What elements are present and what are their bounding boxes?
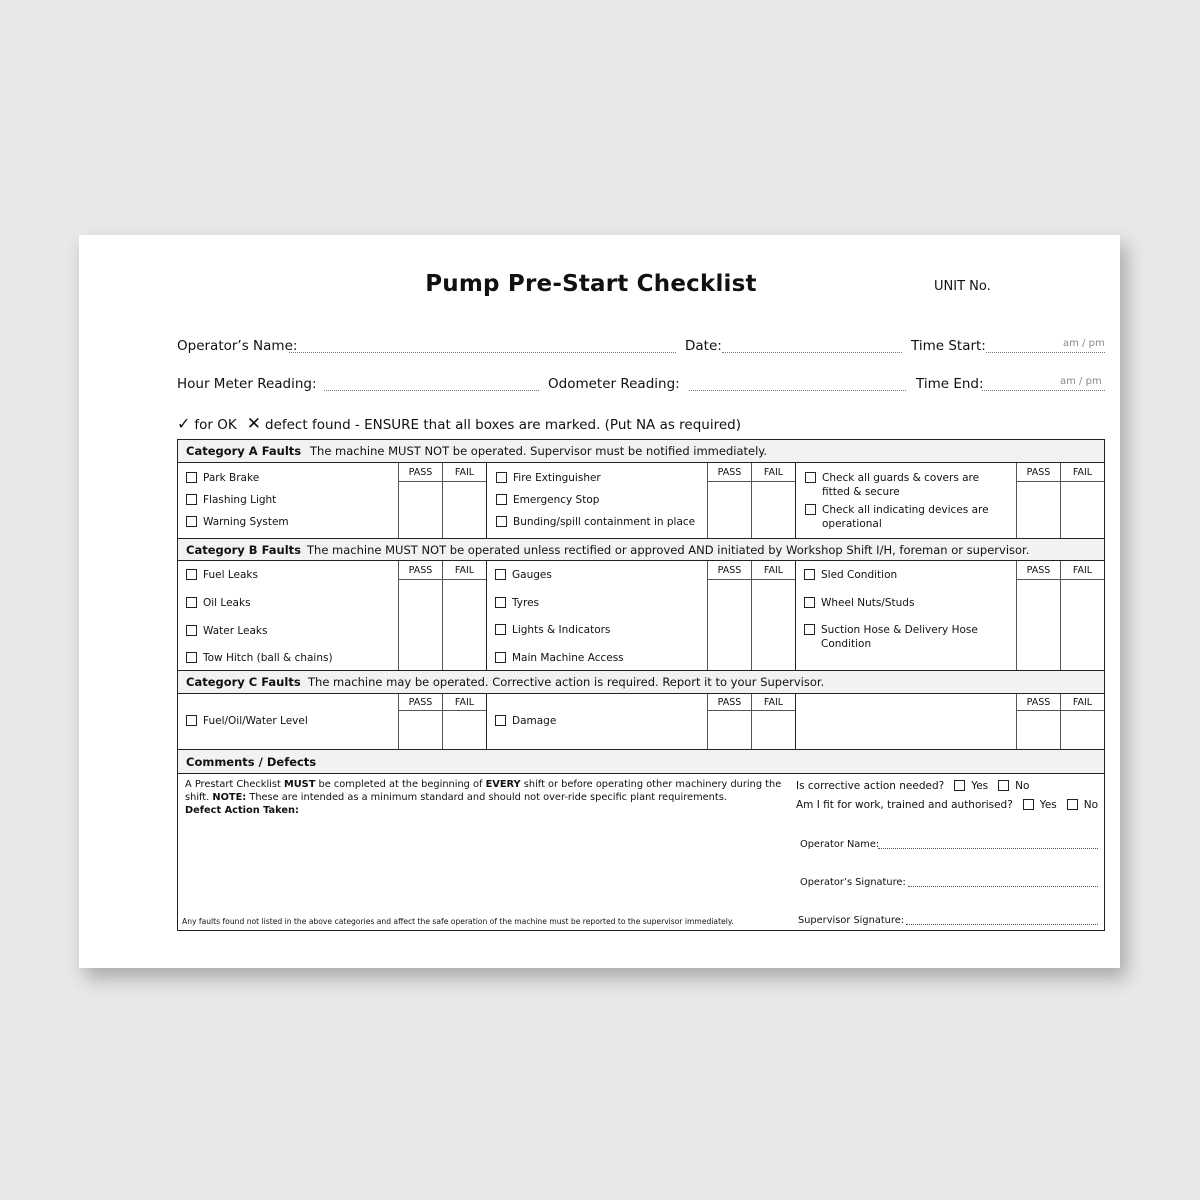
item-fuel-oil-water-level[interactable]: Fuel/Oil/Water Level	[186, 714, 308, 728]
checkbox[interactable]	[805, 504, 816, 515]
item-guards-covers[interactable]: Check all guards & covers are fitted & secure	[805, 471, 1010, 499]
pass-header: PASS	[1026, 697, 1051, 708]
fail-header: FAIL	[1072, 565, 1093, 576]
item-suction-hose[interactable]: Suction Hose & Delivery Hose Condition	[804, 623, 1004, 651]
item-lights-indicators[interactable]: Lights & Indicators	[495, 623, 610, 637]
checkbox[interactable]	[804, 624, 815, 635]
item-main-machine-access[interactable]: Main Machine Access	[495, 651, 624, 665]
item-park-brake[interactable]: Park Brake	[186, 471, 259, 485]
checkbox[interactable]	[804, 597, 815, 608]
corrective-yes-checkbox[interactable]	[954, 780, 965, 791]
category-c-header	[178, 670, 1104, 694]
checkbox[interactable]	[495, 597, 506, 608]
checkbox[interactable]	[186, 494, 197, 505]
checklist-grid	[177, 439, 1105, 931]
time-start-ampm: am / pm	[1063, 338, 1105, 349]
checkbox[interactable]	[805, 472, 816, 483]
corrective-action-question: Is corrective action needed? Yes No	[796, 780, 1030, 792]
category-a-header	[178, 440, 1104, 463]
checkbox[interactable]	[804, 569, 815, 580]
pass-header: PASS	[408, 697, 433, 708]
checklist-sheet	[79, 235, 1120, 968]
item-gauges[interactable]: Gauges	[495, 568, 552, 582]
category-a-title: Category A Faults	[186, 444, 302, 458]
time-start-label: Time Start:	[911, 338, 986, 354]
category-a-desc: The machine MUST NOT be operated. Supervisor must be notified immediately.	[310, 444, 768, 458]
item-fuel-leaks[interactable]: Fuel Leaks	[186, 568, 258, 582]
fit-yes-checkbox[interactable]	[1023, 799, 1034, 810]
comments-title: Comments / Defects	[186, 755, 317, 769]
footer-note: Any faults found not listed in the above categories and affect the safe operation of the machine must be reported to the supervisor immediately.	[182, 917, 734, 926]
category-c-desc: The machine may be operated. Corrective action is required. Report it to your Supervisor.	[308, 675, 825, 689]
checkbox[interactable]	[186, 516, 197, 527]
pass-header: PASS	[1026, 565, 1051, 576]
fit-for-work-question: Am I fit for work, trained and authorised? Yes No	[796, 799, 1099, 811]
checkbox[interactable]	[186, 715, 197, 726]
operator-name-label: Operator’s Name:	[177, 338, 298, 354]
pass-header: PASS	[717, 697, 742, 708]
hour-meter-field[interactable]	[324, 389, 539, 391]
pass-header: PASS	[408, 467, 433, 478]
item-sled-condition[interactable]: Sled Condition	[804, 568, 897, 582]
item-damage[interactable]: Damage	[495, 714, 556, 728]
item-flashing-light[interactable]: Flashing Light	[186, 493, 276, 507]
fail-header: FAIL	[454, 467, 475, 478]
time-end-field[interactable]	[982, 389, 1105, 391]
category-b-header	[178, 538, 1104, 561]
legend-defect-text: defect found - ENSURE that all boxes are marked. (Put NA as required)	[265, 417, 742, 433]
category-c-title: Category C Faults	[186, 675, 301, 689]
checkbox[interactable]	[186, 472, 197, 483]
date-field[interactable]	[722, 351, 902, 353]
operator-name-sign-field[interactable]	[878, 848, 1098, 849]
checkbox[interactable]	[186, 625, 197, 636]
category-b-desc: The machine MUST NOT be operated unless rectified or approved AND initiated by Workshop Shift I/H, foreman or supervisor.	[307, 543, 1030, 557]
fail-header: FAIL	[1072, 467, 1093, 478]
checkbox[interactable]	[495, 624, 506, 635]
cross-icon: ✕	[246, 414, 261, 434]
item-bunding[interactable]: Bunding/spill containment in place	[496, 515, 695, 529]
item-emergency-stop[interactable]: Emergency Stop	[496, 493, 599, 507]
fit-no-checkbox[interactable]	[1067, 799, 1078, 810]
fail-header: FAIL	[454, 697, 475, 708]
checkbox[interactable]	[496, 494, 507, 505]
page-title: Pump Pre-Start Checklist	[425, 271, 757, 297]
item-tyres[interactable]: Tyres	[495, 596, 539, 610]
fail-header: FAIL	[763, 697, 784, 708]
pass-header: PASS	[1026, 467, 1051, 478]
checkbox[interactable]	[495, 652, 506, 663]
time-end-ampm: am / pm	[1060, 376, 1102, 387]
checkbox[interactable]	[495, 715, 506, 726]
comments-header	[178, 749, 1104, 774]
item-indicating-devices[interactable]: Check all indicating devices are operational	[805, 503, 1010, 531]
operator-signature-field[interactable]	[908, 886, 1098, 887]
operator-name-field[interactable]	[289, 351, 676, 353]
checkbox[interactable]	[186, 652, 197, 663]
supervisor-signature-field[interactable]	[906, 924, 1098, 925]
check-icon: ✓	[177, 414, 191, 433]
checkbox[interactable]	[186, 597, 197, 608]
item-warning-system[interactable]: Warning System	[186, 515, 289, 529]
checkbox[interactable]	[496, 516, 507, 527]
operator-signature-label: Operator’s Signature:	[800, 877, 906, 888]
defect-action-label: Defect Action Taken:	[185, 805, 299, 816]
operator-name-sign-label: Operator Name:	[800, 839, 880, 850]
unit-number-label: UNIT No.	[934, 279, 991, 294]
defect-action-area[interactable]	[185, 820, 785, 915]
pass-header: PASS	[717, 467, 742, 478]
item-water-leaks[interactable]: Water Leaks	[186, 624, 268, 638]
item-oil-leaks[interactable]: Oil Leaks	[186, 596, 251, 610]
category-b-title: Category B Faults	[186, 543, 301, 557]
fail-header: FAIL	[1072, 697, 1093, 708]
time-start-field[interactable]	[986, 351, 1105, 353]
checkbox[interactable]	[496, 472, 507, 483]
corrective-no-checkbox[interactable]	[998, 780, 1009, 791]
supervisor-signature-label: Supervisor Signature:	[798, 915, 905, 926]
odometer-field[interactable]	[689, 389, 906, 391]
item-fire-extinguisher[interactable]: Fire Extinguisher	[496, 471, 601, 485]
fail-header: FAIL	[763, 467, 784, 478]
instructions-text: A Prestart Checklist MUST be completed at the beginning of EVERY shift or before operating other machinery during the shift. NOTE: These are intended as a minimum standard and should not over-ride specific plant requirements. Defect Action Taken:	[185, 779, 782, 816]
item-wheel-nuts[interactable]: Wheel Nuts/Studs	[804, 596, 914, 610]
hour-meter-label: Hour Meter Reading:	[177, 376, 317, 392]
pass-header: PASS	[408, 565, 433, 576]
checkbox[interactable]	[495, 569, 506, 580]
item-tow-hitch[interactable]: Tow Hitch (ball & chains)	[186, 651, 333, 665]
checkbox[interactable]	[186, 569, 197, 580]
date-label: Date:	[685, 338, 722, 354]
legend-ok-text: for OK	[194, 417, 237, 433]
odometer-label: Odometer Reading:	[548, 376, 680, 392]
legend	[177, 414, 741, 434]
pass-header: PASS	[717, 565, 742, 576]
fail-header: FAIL	[454, 565, 475, 576]
fail-header: FAIL	[763, 565, 784, 576]
time-end-label: Time End:	[916, 376, 984, 392]
